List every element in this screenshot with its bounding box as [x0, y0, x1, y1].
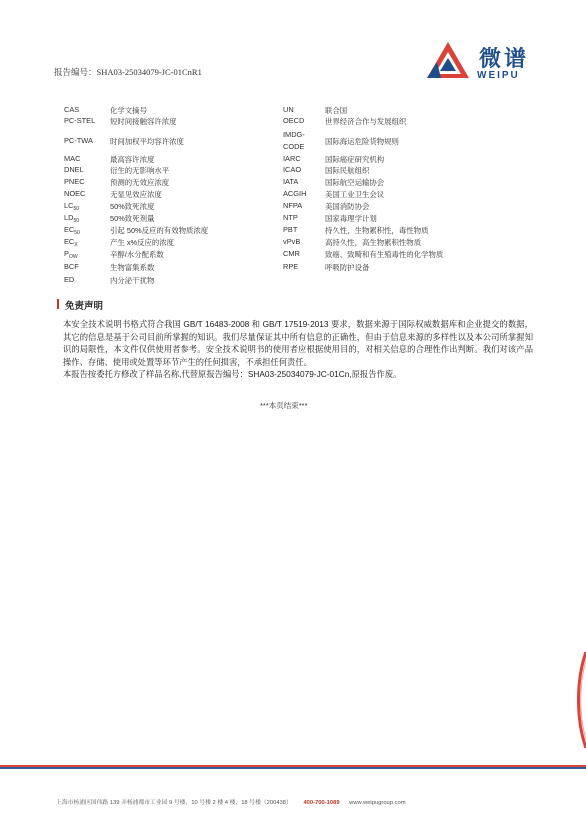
- abbr-key: IARC: [283, 154, 301, 163]
- abbr-key: BCF: [64, 262, 79, 271]
- abbr-meaning: 产生 x%反应的浓度: [110, 238, 175, 247]
- abbr-meaning: 衍生的无影响水平: [110, 166, 170, 175]
- abbr-meaning: 50%致死浓度: [110, 202, 155, 211]
- abbr-key: ED: [64, 275, 75, 284]
- logo-english-text: WEIPU: [477, 70, 520, 81]
- abbr-meaning: 内分泌干扰物: [110, 276, 155, 285]
- abbr-meaning: 国际海运危险货物规则: [325, 137, 399, 146]
- footer-phone: 400-700-1089: [303, 800, 340, 806]
- company-logo: [425, 38, 545, 88]
- abbr-key: CMR: [283, 249, 300, 258]
- abbr-key: DNEL: [64, 165, 84, 174]
- abbr-meaning: 短时间接触容许浓度: [110, 117, 177, 126]
- abbr-meaning: 高持久性，高生物累积性物质: [325, 238, 422, 247]
- logo-mark-icon: [425, 40, 471, 80]
- abbr-key: NFPA: [283, 201, 303, 210]
- abbr-meaning: 联合国: [325, 106, 348, 115]
- side-brand-stamp-icon: [574, 650, 586, 750]
- abbr-meaning: 呼吸防护设备: [325, 263, 370, 272]
- abbr-meaning: 国际癌症研究机构: [325, 155, 385, 164]
- disclaimer-body: [63, 318, 533, 381]
- abbr-key: RPE: [283, 262, 299, 271]
- report-number-label: 报告编号：: [54, 67, 97, 77]
- abbr-key: $EC_{50}$: [64, 225, 80, 236]
- abbr-meaning: 国家毒理学计划: [325, 214, 377, 223]
- abbr-meaning: 致癌、致畸和有生殖毒性的化学物质: [325, 250, 444, 259]
- disclaimer-paragraph: 本安全技术说明书格式符合我国 GB/T 16483-2008 和 GB/T 17519-2013 要求，数据来源于国际权威数据库和企业提交的数据，其它的信息是基于公司目前所掌握的知识。我们尽量保证其中所有信息的正确性，但由于信息来源的多样性以及本公司所掌握知识的局限性，本文件仅供使用者参考。安全技术说明书的使用者应根据使用目的，对相关信息的合理性作出判断。我们对该产品操作、存储、使用或处置等环节产生的任何损害，不承担任何责任。: [63, 319, 533, 367]
- abbr-key: $EC_X$: [64, 237, 78, 248]
- abbr-meaning: 生物富集系数: [110, 263, 155, 272]
- abbr-meaning: 无显见效应浓度: [110, 190, 162, 199]
- abbr-key: $LD_{50}$: [64, 213, 80, 224]
- abbr-meaning: 引起 50%反应的有效物质浓度: [110, 226, 209, 235]
- abbr-meaning: 预测的无效应浓度: [110, 178, 170, 187]
- abbr-key: PC-TWA: [64, 136, 93, 145]
- abbr-key: IMDG- CODE: [283, 130, 305, 151]
- report-number-value: SHA03-25034079-JC-01CnR1: [96, 67, 202, 77]
- abbr-meaning: 持久性，生物累积性，毒性物质: [325, 226, 429, 235]
- footer-divider: [0, 765, 586, 769]
- abbr-key: NOEC: [64, 189, 86, 198]
- abbr-key: OECD: [283, 116, 305, 125]
- abbr-key: PBT: [283, 225, 298, 234]
- abbr-key: IATA: [283, 177, 299, 186]
- footer: [56, 797, 406, 806]
- abbr-meaning: 世界经济合作与发展组织: [325, 117, 407, 126]
- abbr-meaning: 时间加权平均容许浓度: [110, 137, 184, 146]
- abbr-meaning: 国际航空运输协会: [325, 178, 385, 187]
- abbr-key: $P_{OW}$: [64, 249, 78, 260]
- disclaimer-paragraph-replacement: 本报告按委托方修改了样品名称,代替原报告编号：SHA03-25034079-JC-01Cn,原报告作废。: [63, 369, 402, 380]
- abbr-meaning: 最高容许浓度: [110, 155, 155, 164]
- logo-chinese-text: 微谱: [479, 47, 530, 72]
- abbr-key: NTP: [283, 213, 298, 222]
- abbr-key: CAS: [64, 105, 80, 114]
- abbr-meaning: 辛醇/水分配系数: [110, 250, 164, 259]
- report-number: [54, 66, 202, 78]
- abbreviation-list-left: [64, 105, 274, 295]
- disclaimer-title: 免责声明: [57, 298, 533, 312]
- abbr-key: MAC: [64, 154, 81, 163]
- footer-website: www.weipugroup.com: [349, 800, 406, 806]
- abbr-key: UN: [283, 105, 294, 114]
- abbr-key: PC-STEL: [64, 116, 96, 125]
- footer-address: 上海市杨浦区国伟路 139 弄杨浦都市工业园 9 号楼、10 号楼 2 楼 4 楼、18 号楼（200438）: [56, 800, 292, 806]
- abbr-key: vPvB: [283, 237, 301, 246]
- abbr-key: ICAO: [283, 165, 302, 174]
- abbr-meaning: 美国工业卫生会议: [325, 190, 385, 199]
- disclaimer-section: [57, 298, 533, 381]
- page-end-mark: ***本页结束***: [260, 401, 308, 410]
- abbr-meaning: 50%致死剂量: [110, 214, 155, 223]
- abbr-key: ACGIH: [283, 189, 307, 198]
- abbr-key: $LC_{50}$: [64, 201, 80, 212]
- abbr-meaning: 国际民航组织: [325, 166, 370, 175]
- abbr-meaning: 美国消防协会: [325, 202, 370, 211]
- abbreviation-list-right: [283, 105, 533, 295]
- abbr-key: PNEC: [64, 177, 85, 186]
- abbr-meaning: 化学文摘号: [110, 106, 147, 115]
